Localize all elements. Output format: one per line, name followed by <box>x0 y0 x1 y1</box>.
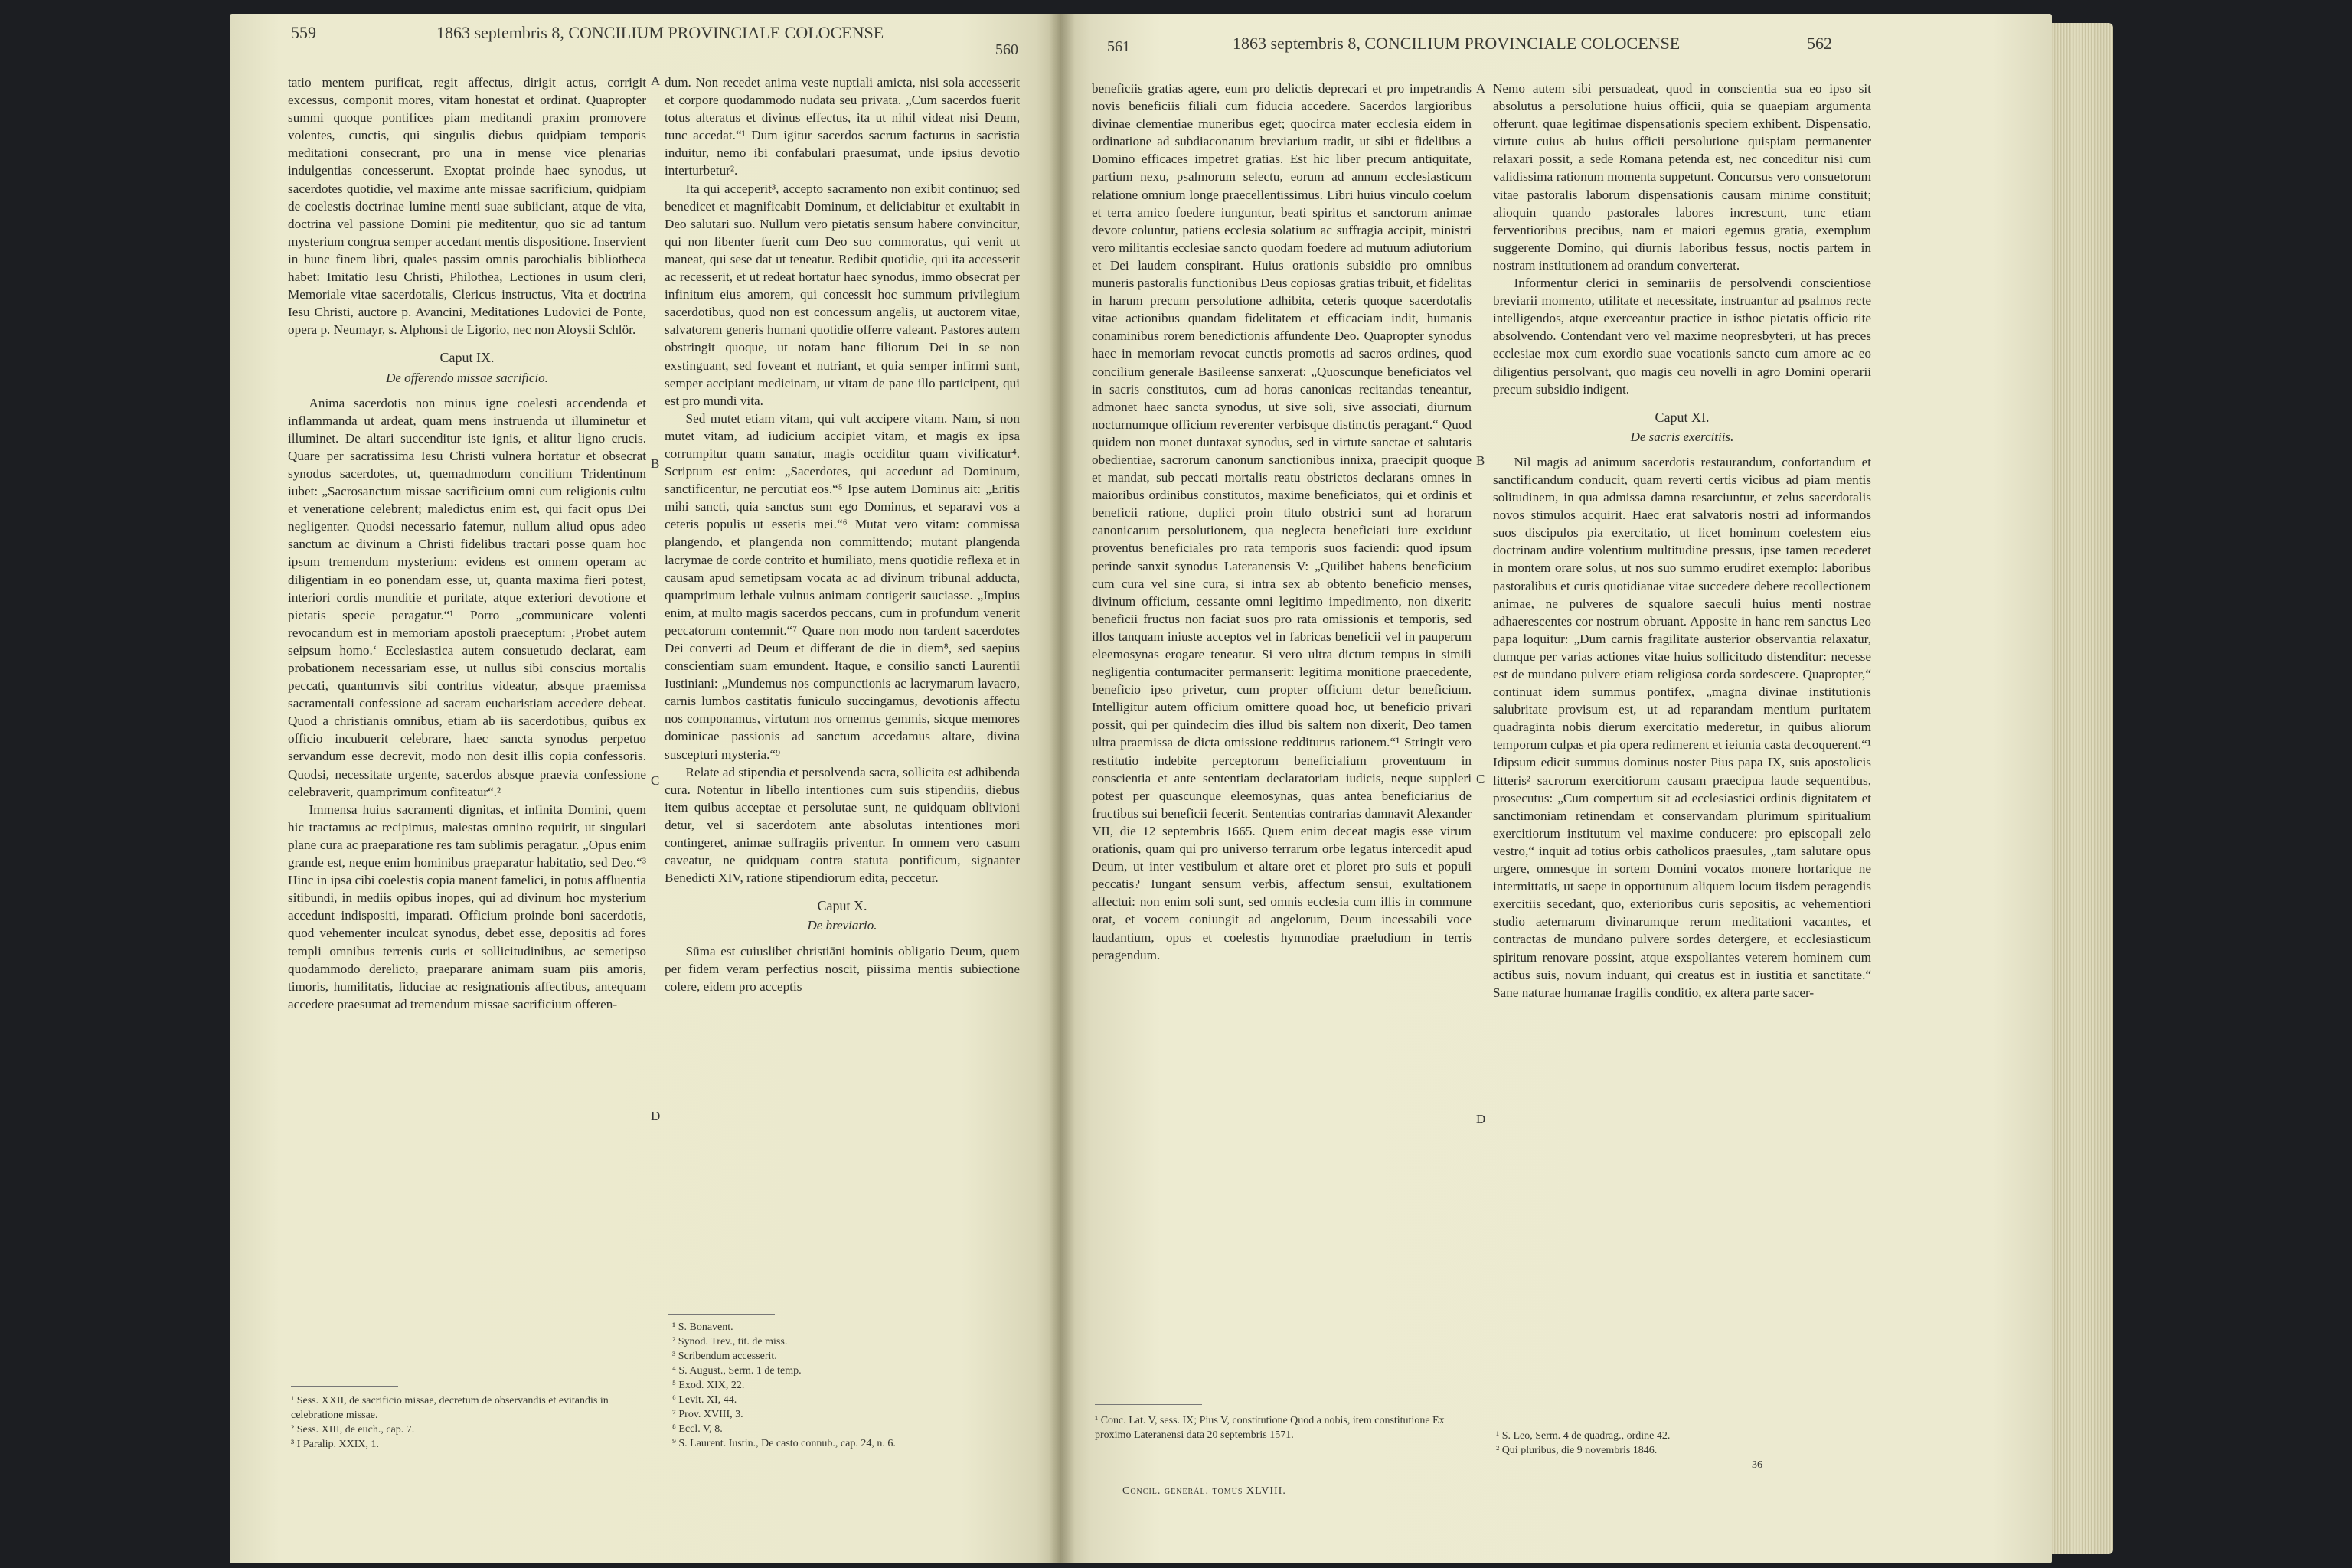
paragraph: Anima sacerdotis non minus igne coelesti accendenda et inflammanda ut ardeat, quam mens instruenda ut illuminetur et illuminet. De altari succenditur iste ignis, et alitur ligno crucis. Quare per sacratissima Iesu Christi vulnera hortatur et obsecrat synodus sacerdotes, ut, quemadmodum concilium Tridentinum iubet: „Sacrosanctum missae sacrificium omni cum religionis cultu et veneratione celebrent; maledictus enim est, qui facit opus Dei negligenter. Quodsi necessario fatemur, nullum aliud opus adeo sanctum ac divinum a Christi fidelibus tractari posse quam hoc ipsum tremendum mysterium: evidens est omnem operam ac diligentiam in eo ponendam esse, ut, quanta maxima fieri potest, interiori cordis munditie et puritate, atque exteriori devotione et pietatis specie peragatur.“¹ Porro „communicare volenti revocandum est in memoriam apostoli praeceptum: ‚Probet autem seipsum homo.‘ Ecclesiastica autem consuetudo declarat, eam probationem necessariam esse, ut nullus sibi conscius mortalis peccati, quantumvis sibi contritus videatur, absque praemissa sacramentali confessione ad sacram eucharistiam accedere debeat. Quod a christianis omnibus, etiam ab iis sacerdotibus, quibus ex officio incubuerit celebrare, haec sancta synodus perpetuo servandum esse decrevit, modo non desit illis copia confessoris. Quodsi, necessitate urgente, sacerdos absque praevia confessione celebraverit, quamprimum confiteatur“.² <box>288 395 646 799</box>
footnote-rule <box>291 1386 398 1387</box>
footnote-rule <box>668 1314 775 1315</box>
paragraph: Informentur clerici in seminariis de persolvendi conscientiose breviarii momento, utilitate et necessitate, instruantur ad psalmos recte intelligendos, atque exerceantur practice in isthoc pietatis officio rite absolvendo. Contendant vero vel maxime neopresbyteri, ut has preces ecclesiae mox cum exordio suae vocationis sancto cum amore ac eo diligentius persolvant, quo magis ceu novelli in agro Domini operarii precum subsidio indigent. <box>1493 276 1871 397</box>
footnote: ⁸ Eccl. V, 8. <box>672 1423 723 1435</box>
page-number-560: 560 <box>995 41 1018 58</box>
running-header-right: 1863 septembris 8, CONCILIUM PROVINCIALE COLOCENSE <box>1233 34 1681 53</box>
right-column-c <box>1092 80 1472 964</box>
footnote: ² Synod. Trev., tit. de miss. <box>672 1336 788 1348</box>
signature-line: Concil. generál. tomus XLVIII. <box>1122 1485 1286 1497</box>
footnotes-right-c <box>1095 1413 1470 1442</box>
footnote: ¹ S. Leo, Serm. 4 de quadrag., ordine 42. <box>1496 1430 1671 1442</box>
footnote: ⁷ Prov. XVIII, 3. <box>672 1409 743 1420</box>
footnote: ² Qui pluribus, die 9 novembris 1846. <box>1496 1445 1658 1456</box>
chapter-subtitle-x: De breviario. <box>807 918 877 933</box>
page-number-561: 561 <box>1107 38 1130 55</box>
footnotes-right-d <box>1496 1429 1864 1458</box>
page-edges <box>2052 23 2113 1554</box>
book-spine <box>1049 14 1075 1563</box>
chapter-heading-x: Caput X. <box>817 898 867 914</box>
footnote: ⁶ Levit. XI, 44. <box>672 1394 737 1406</box>
page-number-562: 562 <box>1807 34 1832 53</box>
footnote: ¹ S. Bonavent. <box>672 1321 733 1333</box>
paragraph: dum. Non recedet anima veste nuptiali amicta, nisi sola accesserit et corpore quodammodo nudata seu privata. „Cum sacerdos fuerit totus alteratus et divinus effectus, ita ut nihil videat nisi Deum, tunc accedat.“¹ Dum igitur sacerdos sacrum facturus in sacristia induitur, nemo ibi confabulari praesumat, unde ipsius devotio interturbetur². <box>665 75 1020 178</box>
footnote: ⁴ S. August., Serm. 1 de temp. <box>672 1365 802 1377</box>
margin-letter-a: A <box>1476 81 1486 96</box>
margin-letter-c: C <box>651 773 660 788</box>
margin-letter-a: A <box>651 74 661 88</box>
margin-letter-d: D <box>1476 1112 1486 1126</box>
footnotes-left-a <box>291 1393 643 1452</box>
left-column-a <box>288 74 646 1013</box>
footnote: ¹ Sess. XXII, de sacrificio missae, decretum de observandis et evitandis in celebratione missae. <box>291 1395 609 1421</box>
footnote: ⁹ S. Laurent. Iustin., De casto connub., cap. 24, n. 6. <box>672 1438 896 1449</box>
chapter-heading-ix: Caput IX. <box>439 350 495 366</box>
paragraph: Nemo autem sibi persuadeat, quod in conscientia sua eo ipso sit absolutus a persolutione huius officii, quia se quaepiam argumenta offerunt, quae legitimae dispensationis speciem exhibent. Dispensatio, virtute cuius ab huius officii persolutione quispiam permanenter relaxari possit, a sede Romana petenda est, nec conceditur nisi cum validissima rationum momenta suppetunt. Concursus vero consuetorum vitae pastoralis laborum dispensationis causam minime constituit; alioquin quando pastorales labores increscunt, tunc etiam ferventioribus precibus, nam et maiori egemus gratia, exemplum suggerente Domino, qui diurnis laboribus fessus, noctis partem in nostram institutionem ad orandum converterat. <box>1493 81 1871 273</box>
footnote: ¹ Conc. Lat. V, sess. IX; Pius V, constitutione Quod a nobis, item constitutione Ex proximo Lateranensi data 20 septembris 1571. <box>1095 1415 1445 1441</box>
footnote: ³ Scribendum accesserit. <box>672 1351 777 1362</box>
margin-letter-b: B <box>1476 453 1485 468</box>
footnote-rule <box>1095 1404 1202 1405</box>
left-column-b <box>665 74 1020 995</box>
paragraph: Relate ad stipendia et persolvenda sacra, sollicita est adhibenda cura. Notentur in libello intentiones cum suis stipendiis, diebus item quibus acceptae et persolutae sunt, ne quidquam oblivioni detur, vel si sacerdotem ante absolutas intentiones mori contingeret, animae suffragiis priventur. In omnem vero casum caveatur, ne quidquam contra statuta pontificum, signanter Benedicti XIV, ratione stipendiorum edita, peccetur. <box>665 764 1020 886</box>
margin-letter-d: D <box>651 1109 661 1123</box>
page-number-559: 559 <box>291 23 316 42</box>
running-header-left: 1863 septembris 8, CONCILIUM PROVINCIALE COLOCENSE <box>436 23 884 42</box>
chapter-subtitle-xi: De sacris exercitiis. <box>1630 429 1734 444</box>
chapter-subtitle-ix: De offerendo missae sacrificio. <box>386 370 548 385</box>
margin-letter-b: B <box>651 456 660 471</box>
right-column-d <box>1493 80 1871 1001</box>
footnotes-left-b <box>672 1320 1017 1451</box>
paragraph: Ita qui acceperit³, accepto sacramento non exibit continuo; sed benedicet et magnificabit Dominum, et deliciabitur et exultabit in Deo salutari suo. Nullum vero pietatis sensum habere convincitur, qui non libenter fuerit cum Deo suo commoratus, qui venit ut maneat, qui sese dat ut teneatur. Redibit quotidie, qui ita accesserit ac recesserit, et ut redeat hortatur haec synodus, immo obsecrat per infinitum eius amorem, qui concessit hoc summum privilegium sacerdotibus, quod non est concessum angelis, ut auctorem vitae, salvatorem generis humani quotidie offerre valeant. Pastores autem obstringit quoque, ut notam hanc filiorum Dei in se non exstinguant, sed foveant et nutriant, et quia semper infirmi sunt, semper accipiant medicinam, ut vitam de pane illo participent, qui est pro mundi vita. <box>665 181 1020 408</box>
signature-number: 36 <box>1752 1459 1762 1471</box>
paragraph: Immensa huius sacramenti dignitas, et infinita Domini, quem hic tractamus ac recipimus, maiestas omnino requirit, ut singulari plane cura ac praeparatione res tam sublimis peragatur. „Opus enim grande est, neque enim hominibus praeparatur habitatio, sed Deo.“³ Hinc in ipsa cibi coelestis copia manent famelici, in potus affluentia sitibundi, in mediis opibus inopes, qui ad divinum hoc mysterium accedunt indispositi, imparati. Officium proinde boni sacerdotis, quod vehementer inculcat synodus, debet esse, depositis ad fores templi omnibus terrenis curis et sollicitudinibus, ac semetipso quodammodo derelicto, praeparare animam suam piis amoris, timoris, humilitatis, fiduciae ac resignationis affectibus, antequam accedere praesumat ad tremendum missae sacrificium offeren- <box>288 802 646 1011</box>
footnote: ⁵ Exod. XIX, 22. <box>672 1380 745 1391</box>
footnote: ³ I Paralip. XXIX, 1. <box>291 1439 380 1450</box>
chapter-heading-xi: Caput XI. <box>1655 409 1710 425</box>
paragraph: Nil magis ad animum sacerdotis restaurandum, confortandum et sanctificandum conducit, quam reverti certis vicibus ad piam mentis solitudinem, in qua admissa damna resarciuntur, et zelus sacerdotalis novos stimulos acquirit. Haec erat salvatoris nostri ad informandos suos discipulos pia exercitatio, ut licet hominum coelestem eius doctrinam audire volentium multitudine pressus, ipse tamen recederet in montem orare solus, ut nos suo summo erudiret exemplo: laboribus pastoralibus et curis quotidianae vitae succedere debere recollectionem animae, ne pulveres de squalore saeculi huius menti nostrae adhaerescentes cor nostrum obruant. Apposite in hanc rem sanctus Leo papa loquitur: „Dum carnis fragilitate austerior observantia relaxatur, dumque per varias actiones vitae huius sollicitudo distenditur: necesse est de mundano pulvere etiam religiosa corda sordescere. Quapropter,“ continuat idem summus pontifex, „magna divinae institutionis salubritate provisum est, ut ad reparandam mentium puritatem quadraginta nobis dierum exercitatio mederetur, in quibus aliorum temporum culpas et pia opera redimerent et ieiunia casta decoquerent.“¹ Idipsum edicit summus dominus noster Pius papa IX, suis apostolicis litteris² sacrorum exercitiorum causam praecipua laude sequentibus, prosecutus: „Cum compertum sit ad ecclesiastici ordinis dignitatem et sanctimoniam retinendam et conservandam plurimum spiritualium exercitiorum institutum vel maxime conducere: pro episcopali zelo vestro,“ inquit ad totius orbis catholicos praesules, „tam salutare opus urgere, omnesque in sortem Domini vocatos monere hortarique ne intermittatis, ut saepe in opportunum aliquem locum iisdem peragendis exercitiis secedant, quo, exterioribus curis sepositis, ac vehementiori studio aeternarum divinarumque rerum meditationi vacantes, et contractas de mundano pulvere sordes detergere, et ecclesiasticum spiritum renovare possint, atque exspoliantes veterem hominem cum actibus suis, novum induant, qui creatus est in iustitia et sanctitate.“ Sane naturae humanae fragilis conditio, ex altera parte sacer- <box>1493 454 1871 1000</box>
footnote: ² Sess. XIII, de euch., cap. 7. <box>291 1424 415 1436</box>
paragraph: Sūma est cuiuslibet christiāni hominis obligatio Deum, quem per fidem veram perfectius noscit, piissima mentis subiectione colere, eidem pro acceptis <box>665 943 1020 994</box>
paragraph: beneficiis gratias agere, eum pro delictis deprecari et pro impetrandis novis beneficiis filiali cum fiducia accedere. Sacerdos largioribus divinae clementiae muneribus eget; quocirca mater ecclesia eidem in ordinatione ad subdiaconatum breviarium tradit, ut sibi et fidelibus a Domino efficaces impetret gratias. Est hic liber precum antiquitate, partium nexu, psalmorum selectu, eorum ad annum ecclesiasticum relatione omnium longe praecellentissimus. Libri huius vinculo coelum et terra amico foedere iunguntur, beati spiritus et sanctorum animae devote coluntur, patiens ecclesia solatium ac suffragia accipit, ministri vero militantis ecclesiae sancto quodam foedere ad mutuum adiutorium et Dei laudem conspirant. Huius orationis subsidio pro omnibus muneris pastoralis functionibus Deus copiosas gratias tribuit, et fidelitas in harum precum persolutione adhibita, ceteris quoque sacerdotalis vitae actionibus quandam fidelitatem et efficaciam indit, humanis conaminibus rorem benedictionis affundente Deo. Quapropter synodus haec in memoriam revocat cunctis promotis ad sacros ordines, quod concilium generale Basileense sanxerat: „Quoscunque beneficiatos vel in sacris constitutos, cum ad horas canonicas recitandas teneantur, admonet haec sancta synodus, ut sive soli, sive associati, diurnum nocturnumque officium reverenter verbisque distinctis peragant.“ Quod quidem non monet duntaxat synodus, sed in virtute sanctae et salutaris obedientiae, sacrorum canonum sanctionibus innixa, praecipit quoque et mandat, sub peccati mortalis reatu obstrictos declarans omnes in maioribus ordinibus constitutos, maxime beneficiatos, qui et ordinis et beneficii ratione, duplici proin titulo obstrici sunt ad horarum canonicarum persolutionem, qua neglecta beneficiati iure excidunt proventus beneficiales pro rata temporis suos faciendi: quod ipsum perinde sanxit synodus Lateranensis V: „Quilibet habens beneficium cum cura vel sine cura, si intra sex ab obtento beneficio menses, divinum officium, cessante omni legitimo impedimento, non dixerit: beneficii fructus non faciat suos pro rata omissionis et temporis, sed illos tanquam iniuste acceptos vel in fabricas beneficii vel in pauperum eleemosynas erogare teneatur. Si vero ultra dictum tempus in simili negligentia contumaciter permanserit: legitima monitione praecedente, beneficio ipso privetur, cum propter officium detur beneficium. Intelligitur autem officium omittere quoad hoc, ut beneficio privari possit, qui per quindecim dies illud bis saltem non dixerit, Deo tamen ultra praemissa de dicta omissione redditurus rationem.“¹ Stringit vero restitutio indebite perceptorum beneficialium proventuum in conscientia et ante sententiam declaratoriam iudicis, neque suppleri potest per quascunque eleemosynas, quas antea beneficiarius de fructibus sui beneficii fecerit. Sententias contrarias damnavit Alexander VII, die 12 septembris 1665. Quem enim deceat magis esse virum orationis, quam qui pro universo terrarum orbe legatus intercedit apud Deum, ut inter vestibulum et altare oret et ploret pro suis et populi peccatis? Iungant sensum verbis, affectum sensui, exultationem affectui: non enim soli sunt, sed omnis ecclesia cum illis in commune orat, et vocem coniungit ad angelorum, Deum incessabili voce laudantium, opus et coelestis hymnodiae praeludium in terris peragendum. <box>1092 81 1472 962</box>
paragraph: Sed mutet etiam vitam, qui vult accipere vitam. Nam, si non mutet vitam, ad iudicium accipiet vitam, et magis ex ipsa corrumpitur quam sanatur, magis occiditur quam vivificatur⁴. Scriptum est enim: „Sacerdotes, qui accedunt ad Dominum, sanctificentur, ne percutiat eos.“⁵ Ipse autem Dominus ait: „Eritis mihi sancti, quia sanctus sum ego Dominus, et separavi vos a ceteris populis ut essetis mei.“⁶ Mutat vero vitam: commissa plangendo, et plangenda non committendo; mutant plangenda lacrymae de corde contrito et humiliato, mens quotidie reflexa et in causam apud semetipsam vocata ac ad divinum tribunal adducta, quamprimum lethale vulnus animam contigerit sauciasse. „Impius enim, at multo magis sacerdos peccans, cum in profundum venerit peccatorum contemnit.“⁷ Quare non modo non tardent sacerdotes Dei converti ad Deum et differant de die in diem⁸, sed saepius conscientiam suam emundent. Itaque, e consilio sancti Laurentii Iustiniani: „Mundemus nos compunctionis ac lacrymarum lavacro, carnis lumbos castitatis funiculo succingamus, devotionis affectu nos componamus, virtutum nos ornemus gemmis, sicque memores dominicae passionis ad sanctum accedamus altare, divina suscepturi mysteria.“⁹ <box>665 410 1020 762</box>
margin-letter-c: C <box>1476 772 1485 786</box>
paragraph: tatio mentem purificat, regit affectus, dirigit actus, corrigit excessus, componit mores, vitam honestat et ordinat. Quapropter summi quoque pontifices piam meditandi praxim promovere volentes, cunctis, qui singulis diebus quidpiam temporis meditationi consecrant, pro una in mense vice plenarias indulgentias concesserunt. Exoptat proinde haec synodus, ut sacerdotes quotidie, vel maxime ante missae sacrificium, quidpiam de coelestis doctrinae lumine menti suae subiiciant, atque de vita, doctrina vel passione Domini pie meditentur, quo sic ad tantum mysterium congrua semper accedant mentis dispositione. Inservient in hunc finem libri, quales passim omnis parochialis bibliotheca habet: Imitatio Iesu Christi, Philothea, Lectiones in usum cleri, Memoriale vitae sacerdotalis, Clericus instructus, Vita et doctrina Iesu Christi, auctore p. Avancini, Meditationes Ludovici de Ponte, opera p. Neumayr, s. Alphonsi de Ligorio, nec non Aloysii Schlör. <box>288 75 646 338</box>
